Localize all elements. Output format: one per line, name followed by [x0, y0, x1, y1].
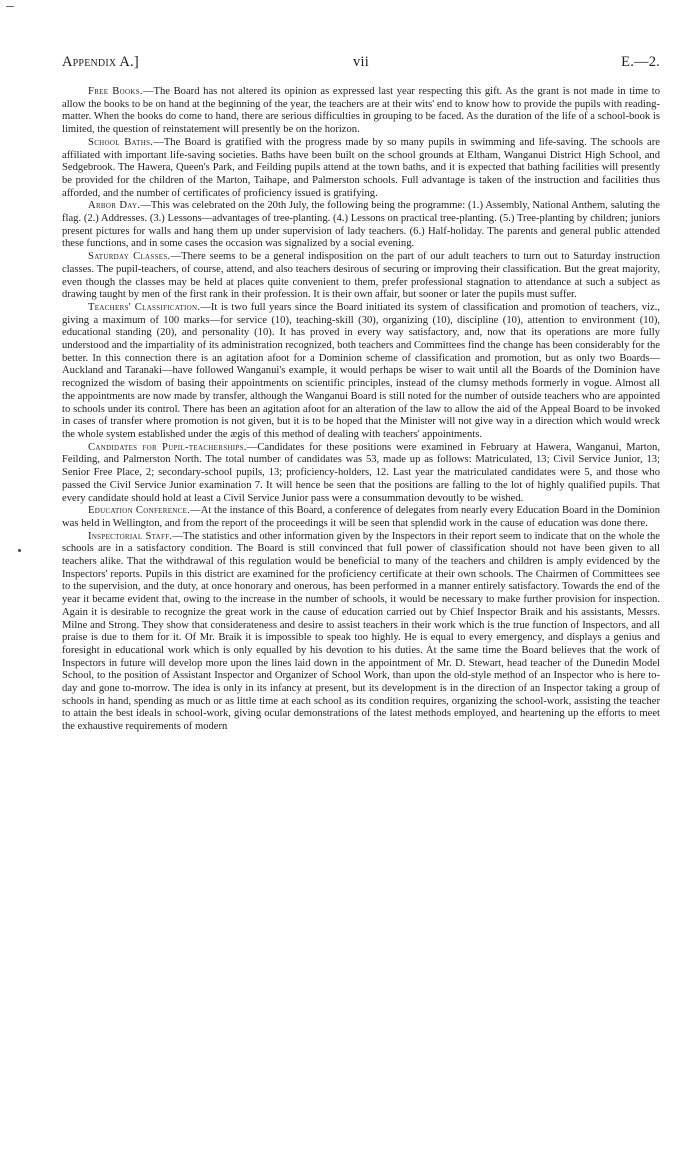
paragraph-heading: Teachers' Classification. [88, 301, 201, 313]
paragraph-text: —At the instance of this Board, a conference of delegates from nearly every Education Board in the Dominion was held in Wellington, and from the report of the proceedings it will be seen that splendid work in the cause of education was done there. [62, 505, 660, 529]
document-code: E.—2. [621, 54, 660, 70]
paragraph-heading: Inspectorial Staff. [88, 530, 173, 542]
paragraph-text: —The statistics and other information given by the Inspectors in their report seem to indicate that on the whole the schools are in a satisfactory condition. The Board is still convinced that full power of classification should not have been given to all teachers alike. That the withdrawal of this regulation would be beneficial to many of the teachers and children is amply evidenced by the Inspectors' reports. Pupils in this district are examined for the proficiency certificate at their own schools. The Chairmen of Committees see to the supervision, and the duty, at once honorary and onerous, has been performed in a manner entirely satisfactory. Towards the end of the year it became evident that, owing to the increase in the number of schools, it would be necessary to make further provision for inspection. Again it is desirable to recognize the great work in the cause of education carried out by Chief Inspector Braik and his assistants, Messrs. Milne and Strong. They show that considerateness and desire to assist teachers in their work which is the true function of Inspectors, and all praise is due to them for it. Of Mr. Braik it is impossible to speak too highly. He is equal to every emergency, and displays a genius and foresight in educational work which is only equalled by his devotion to his duties. At the same time the Board believes that the work of Inspectors in future will develop more upon the lines laid down in the appointment of Mr. D. Stewart, head teacher of the Dunedin Model School, to the position of Assistant Inspector and Organizer of School Work, than upon the old-style method of an Inspector who is here to-day and gone to-morrow. The idea is only in its infancy at present, but its development is in the direction of an Inspector taking a group of schools in hand, spending as much or as little time at each school as its condition requires, organizing the school-work, assisting the teacher to attain the best ideals in school-work, giving ocular demonstrations of the latest methods employed, and heartening up the efforts to meet the exhaustive requirements of modern [62, 530, 660, 733]
paragraph-teachers-classification [62, 302, 660, 442]
paragraph-saturday-classes [62, 251, 660, 302]
paragraph-candidates [62, 442, 660, 506]
paragraph-heading: Candidates for Pupil-teacherships. [88, 441, 247, 453]
paragraph-heading: Arbor Day. [88, 200, 141, 212]
paragraph-inspectorial-staff [62, 531, 660, 734]
margin-dot [18, 549, 21, 552]
paragraph-heading: Free Books. [88, 86, 143, 97]
scan-mark [6, 6, 14, 7]
paragraph-free-books [62, 86, 660, 137]
paragraph-text: —It is two full years since the Board initiated its system of classification and promotion of teachers, viz., giving a maximum of 100 marks—for service (10), teaching-skill (30), organizing (10), discipline (10), attention to environment (10), educational standing (20), and personality (10). It has proved in every way satisfactory, and, now that its operations are more fully understood and the impartiality of its administration recognized, both teachers and Committees find the change has been considerably for the better. In this connection there is an agitation afoot for a Dominion scheme of classification and promotion, but as only two Boards—Auckland and Taranaki—have followed Wanganui's example, it would perhaps be wiser to wait until all the Boards of the Dominion have recognized the wisdom of basing their appointments on scientific principles, instead of the clumsy methods formerly in vogue. Almost all the appointments are now made by transfer, although the Wanganui Board is still noted for the number of outside teachers who are appointed to schools under its control. There has been an agitation afoot for an alteration of the law to allow the aid of the Appeal Board to be invoked in cases of transfer where promotion is not given, but it is to be hoped that the Minister will not give way in a direction which would wreck the whole system established under the ægis of this method of dealing with teachers' appointments. [62, 301, 660, 440]
paragraph-heading: Education Conference. [88, 505, 191, 517]
body-text [62, 86, 660, 734]
paragraph-school-baths [62, 137, 660, 201]
paragraph-text: —This was celebrated on the 20th July, the following being the programme: (1.) Assembly, National Anthem, saluting the flag. (2.) Addresses. (3.) Lessons—advantages of tree-planting. (4.) Lessons on practical tree-planting. (5.) Tree-planting by children; juniors present pictures for walls and hang them up under supervision of lady teachers. (6.) Half-holiday. The parents and general public attended these functions, and in some cases the occasion was signalized by a social evening. [62, 200, 660, 250]
paragraph-arbor-day [62, 200, 660, 251]
paragraph-text: —The Board is gratified with the progress made by so many pupils in swimming and life-saving. The schools are affiliated with important life-saving societies. Baths have been built on the school grounds at Eltham, Wanganui District High School, and Sedgebrook. The Hawera, Queen's Park, and Feilding pupils attend at the town baths, and it is expected that bathing facilities will presently be provided for the children of the Marton, Taihape, and Palmerston schools. Full advantage is taken of the instruction and facilities thus afforded, and the number of certificates of proficiency issued is gratifying. [62, 136, 660, 199]
header-appendix: Appendix A.] [62, 54, 139, 70]
paragraph-text: —Candidates for these positions were examined in February at Hawera, Wanganui, Marton, Feilding, and Palmerston North. The total number of candidates was 53, made up as follows: Matriculated, 13; Civil Service Junior, 13; Senior Free Place, 2; secondary-school pupils, 13; proficiency-holders, 12. Last year the matriculated candidates were 5, and those who passed the Civil Service Junior examination 7. It will hence be seen that the positions are falling to the lot of highly qualified pupils. That every candidate should hold at least a Civil Service Junior pass were a consummation devoutly to be wished. [62, 441, 660, 504]
paragraph-heading: School Baths. [88, 136, 154, 148]
paragraph-text: —There seems to be a general indisposition on the part of our adult teachers to turn out to Saturday instruction classes. The pupil-teachers, of course, attend, and also teachers desirous of securing or improving their classification. But the great majority, even though the classes may be held at places quite convenient to them, prefer professional stagnation to attendance at such a subject as drawing taught by men of the first rank in their profession. It is their own affair, but sooner or later the pupils must suffer. [62, 251, 660, 301]
paragraph-education-conference [62, 505, 660, 530]
paragraph-text: —The Board has not altered its opinion as expressed last year respecting this gift. As the grant is not made in time to allow the books to be on hand at the beginning of the year, the teachers are at their wits' end to know how to provide the pupils with reading-matter. When the books do come to hand, there are serious difficulties in grouping to be faced. As the duration of the life of a school-book is limited, the question of reinstatement will presently be on the horizon. [62, 86, 661, 136]
page-number: vii [353, 54, 369, 70]
paragraph-heading: Saturday Classes. [88, 251, 171, 263]
page-header [62, 54, 660, 74]
